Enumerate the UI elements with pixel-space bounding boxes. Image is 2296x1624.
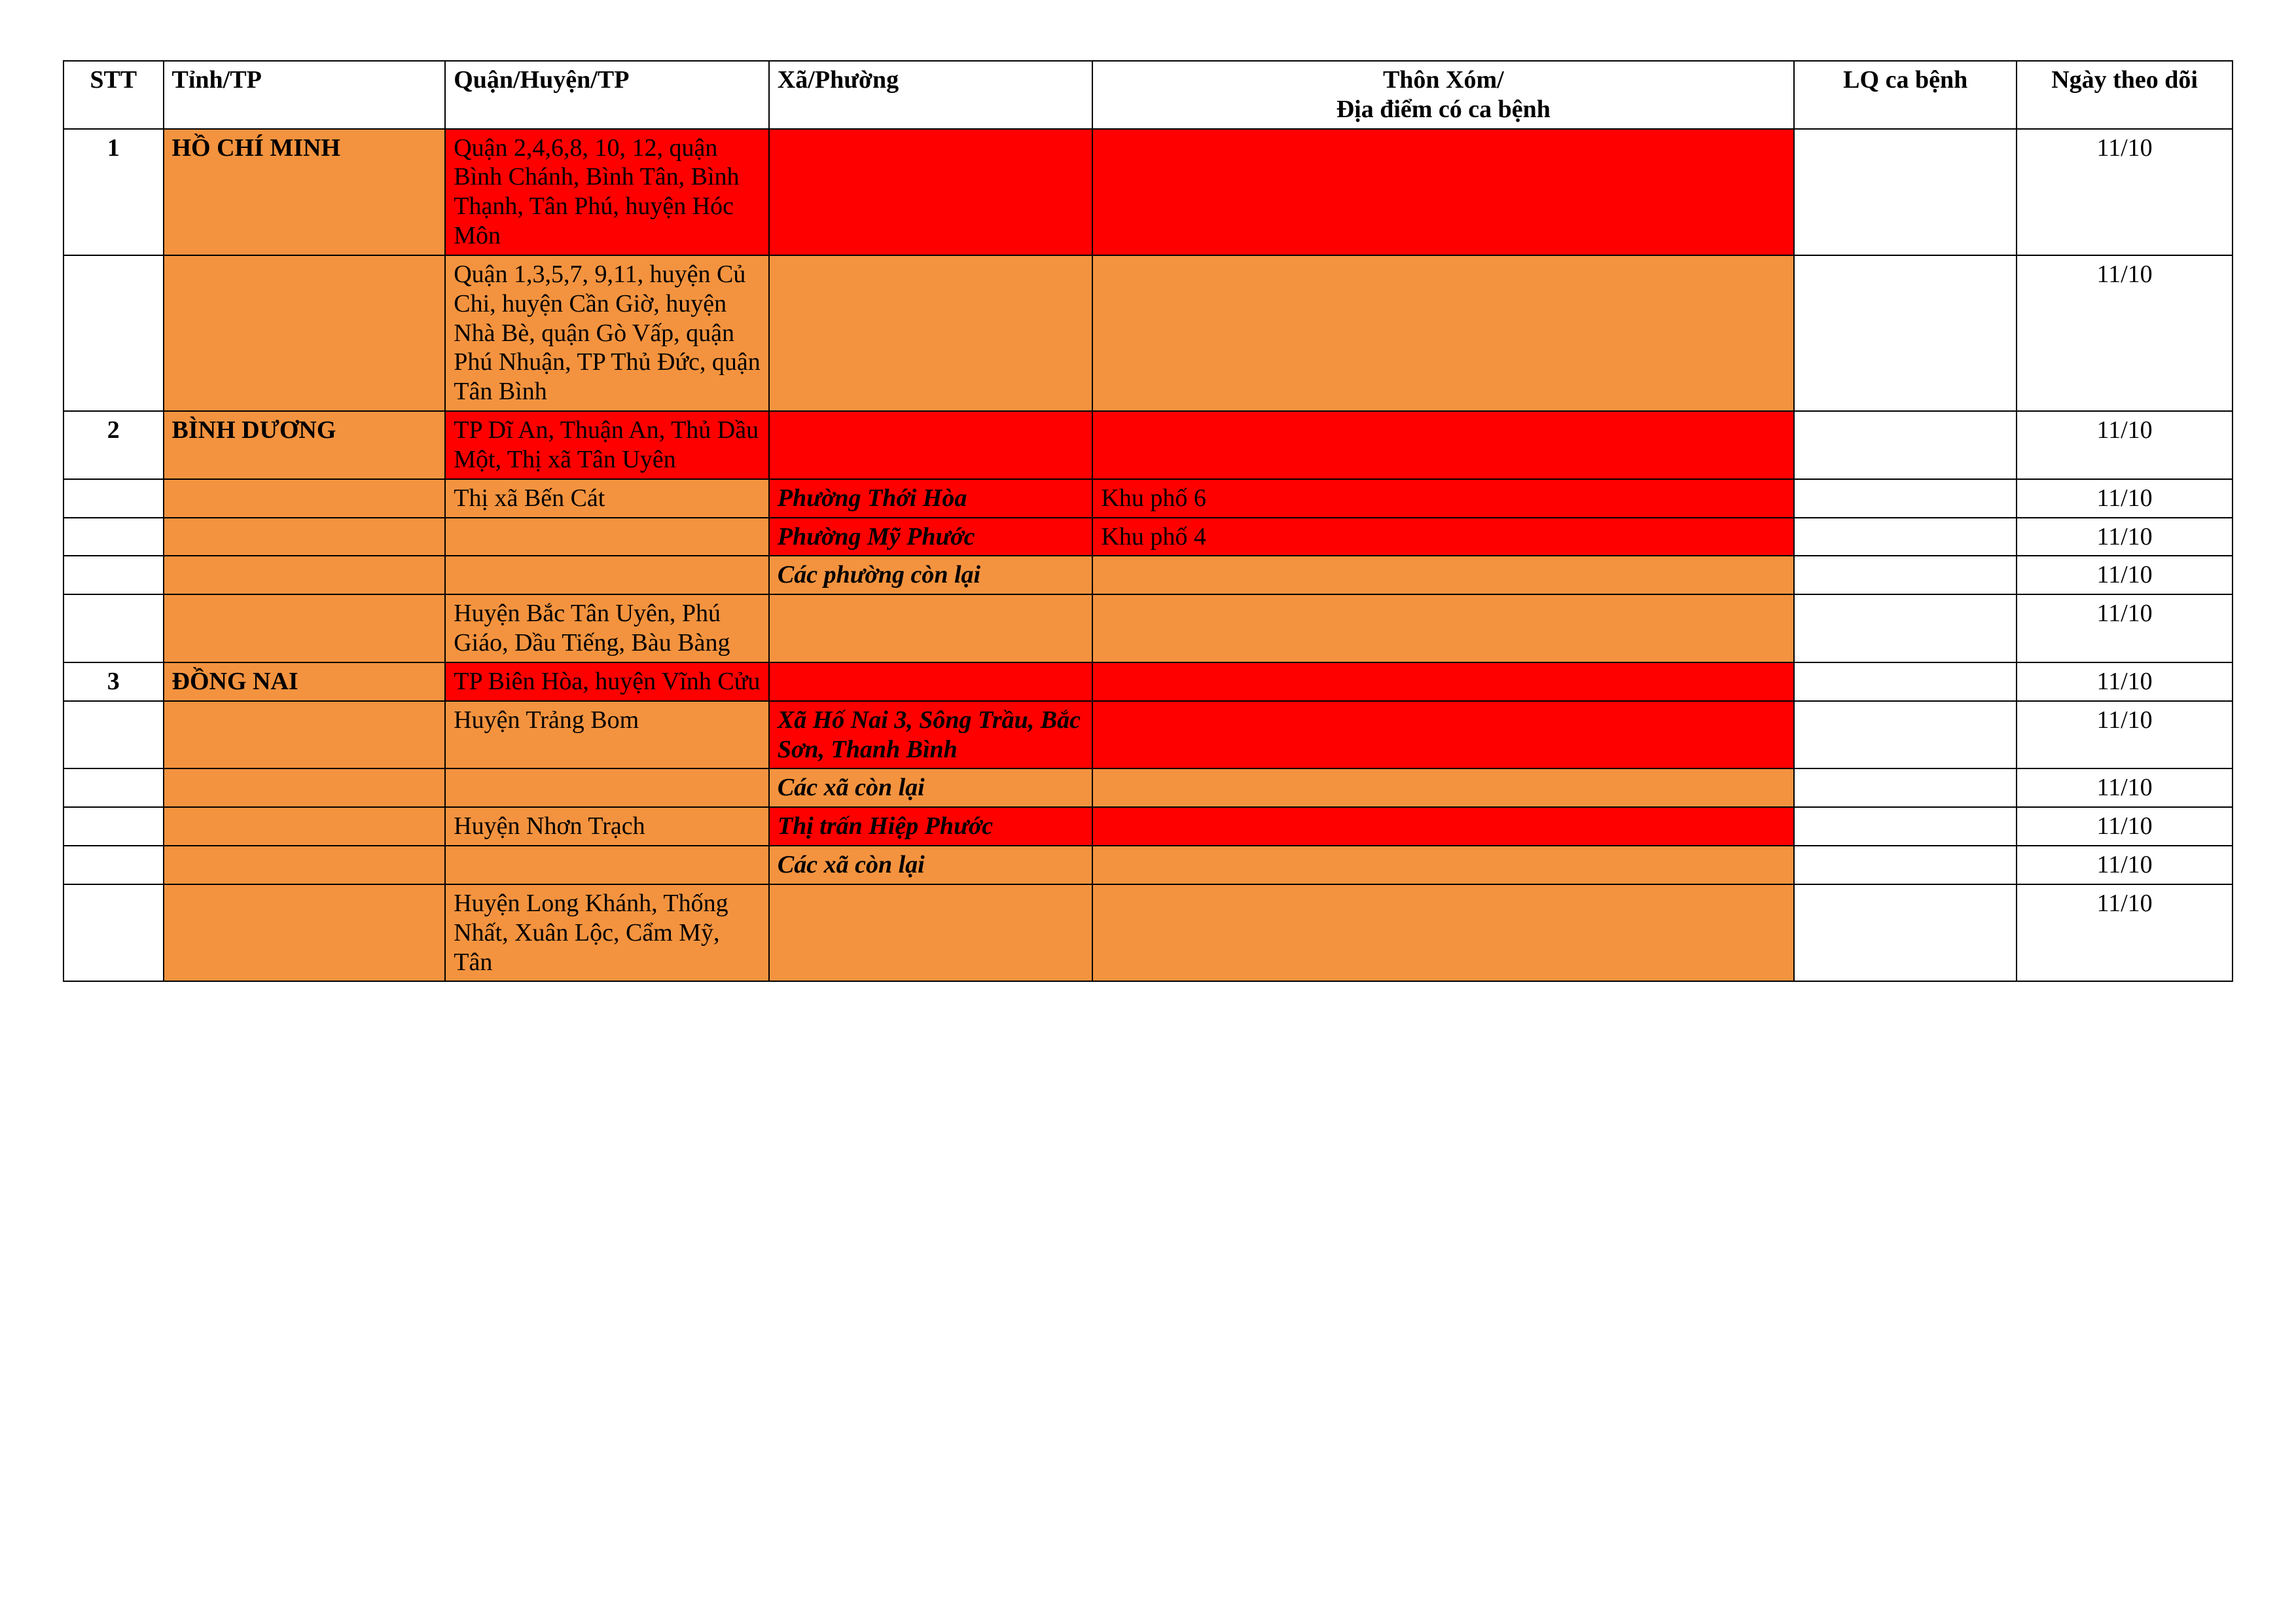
table-row [63,701,2233,769]
table-body [63,129,2233,982]
cell-province: ĐỒNG NAI [164,662,446,701]
table-row [63,846,2233,884]
table-header-row [63,61,2233,129]
cell-ward: Phường Thới Hòa [769,479,1093,518]
cell-ward: Phường Mỹ Phước [769,518,1093,556]
cell-stt [63,518,164,556]
cell-hamlet [1092,701,1794,769]
cell-monitor-date: 11/10 [2017,129,2233,255]
cell-monitor-date: 11/10 [2017,884,2233,981]
column-header-hamlet-line1: Thôn Xóm/ [1382,66,1504,94]
cell-district [445,556,769,594]
cell-ward [769,594,1093,662]
cell-case-link [1794,884,2017,981]
cell-hamlet [1092,768,1794,807]
cell-hamlet [1092,129,1794,255]
cell-ward: Các xã còn lại [769,768,1093,807]
cell-province [164,846,446,884]
column-header-ward: Xã/Phường [769,61,1093,129]
cell-district: Huyện Bắc Tân Uyên, Phú Giáo, Dầu Tiếng, Bàu Bàng [445,594,769,662]
cell-stt: 1 [63,129,164,255]
cell-case-link [1794,768,2017,807]
cell-hamlet [1092,884,1794,981]
table-row [63,884,2233,981]
cell-district: Huyện Trảng Bom [445,701,769,769]
cell-hamlet: Khu phố 4 [1092,518,1794,556]
cell-stt [63,807,164,846]
table-row [63,479,2233,518]
cell-hamlet: Khu phố 6 [1092,479,1794,518]
cell-case-link [1794,518,2017,556]
cell-province [164,884,446,981]
table-row [63,662,2233,701]
cell-district [445,846,769,884]
cell-province [164,701,446,769]
table-row [63,768,2233,807]
cell-monitor-date: 11/10 [2017,556,2233,594]
cell-province [164,594,446,662]
cell-hamlet [1092,594,1794,662]
cell-case-link [1794,479,2017,518]
cell-hamlet [1092,807,1794,846]
cell-monitor-date: 11/10 [2017,701,2233,769]
cell-monitor-date: 11/10 [2017,518,2233,556]
cell-monitor-date: 11/10 [2017,807,2233,846]
cell-province [164,768,446,807]
cell-case-link [1794,807,2017,846]
column-header-stt: STT [63,61,164,129]
column-header-case-link: LQ ca bệnh [1794,61,2017,129]
cell-stt [63,556,164,594]
table-row [63,129,2233,255]
cell-stt [63,884,164,981]
column-header-district: Quận/Huyện/TP [445,61,769,129]
cell-stt [63,701,164,769]
table-row [63,518,2233,556]
cell-case-link [1794,129,2017,255]
table-row [63,255,2233,411]
table-header [63,61,2233,129]
cell-province [164,807,446,846]
column-header-hamlet [1092,61,1794,129]
cell-monitor-date: 11/10 [2017,594,2233,662]
cell-stt: 2 [63,411,164,479]
table-row [63,411,2233,479]
cell-case-link [1794,701,2017,769]
column-header-hamlet-line2: Địa điểm có ca bệnh [1336,95,1551,123]
cell-monitor-date: 11/10 [2017,662,2233,701]
cell-district: Huyện Nhơn Trạch [445,807,769,846]
table-row [63,556,2233,594]
cell-stt [63,594,164,662]
cell-district: TP Biên Hòa, huyện Vĩnh Cửu [445,662,769,701]
table-row [63,594,2233,662]
cell-ward [769,129,1093,255]
cell-ward: Xã Hố Nai 3, Sông Trầu, Bắc Sơn, Thanh Bình [769,701,1093,769]
epidemic-area-table [63,60,2233,982]
cell-case-link [1794,662,2017,701]
cell-stt [63,255,164,411]
cell-district: Quận 2,4,6,8, 10, 12, quận Bình Chánh, Bình Tân, Bình Thạnh, Tân Phú, huyện Hóc Môn [445,129,769,255]
cell-case-link [1794,556,2017,594]
cell-ward: Thị trấn Hiệp Phước [769,807,1093,846]
cell-case-link [1794,411,2017,479]
cell-province: BÌNH DƯƠNG [164,411,446,479]
cell-province [164,479,446,518]
column-header-province: Tỉnh/TP [164,61,446,129]
cell-province [164,556,446,594]
cell-stt [63,846,164,884]
cell-ward [769,411,1093,479]
cell-case-link [1794,594,2017,662]
cell-province: HỒ CHÍ MINH [164,129,446,255]
cell-monitor-date: 11/10 [2017,846,2233,884]
cell-ward [769,662,1093,701]
cell-province [164,255,446,411]
cell-district [445,768,769,807]
cell-stt: 3 [63,662,164,701]
cell-ward [769,884,1093,981]
cell-province [164,518,446,556]
cell-case-link [1794,846,2017,884]
table-row [63,807,2233,846]
column-header-monitor-date: Ngày theo dõi [2017,61,2233,129]
cell-monitor-date: 11/10 [2017,479,2233,518]
cell-district: TP Dĩ An, Thuận An, Thủ Dầu Một, Thị xã Tân Uyên [445,411,769,479]
cell-stt [63,768,164,807]
cell-case-link [1794,255,2017,411]
cell-district: Huyện Long Khánh, Thống Nhất, Xuân Lộc, Cẩm Mỹ, Tân [445,884,769,981]
cell-ward [769,255,1093,411]
cell-hamlet [1092,556,1794,594]
cell-hamlet [1092,255,1794,411]
cell-hamlet [1092,411,1794,479]
cell-ward: Các phường còn lại [769,556,1093,594]
cell-district [445,518,769,556]
cell-monitor-date: 11/10 [2017,255,2233,411]
cell-hamlet [1092,662,1794,701]
cell-hamlet [1092,846,1794,884]
cell-monitor-date: 11/10 [2017,411,2233,479]
cell-monitor-date: 11/10 [2017,768,2233,807]
cell-district: Quận 1,3,5,7, 9,11, huyện Củ Chi, huyện Cần Giờ, huyện Nhà Bè, quận Gò Vấp, quận Phú Nhuận, TP Thủ Đức, quận Tân Bình [445,255,769,411]
cell-ward: Các xã còn lại [769,846,1093,884]
cell-district: Thị xã Bến Cát [445,479,769,518]
cell-stt [63,479,164,518]
